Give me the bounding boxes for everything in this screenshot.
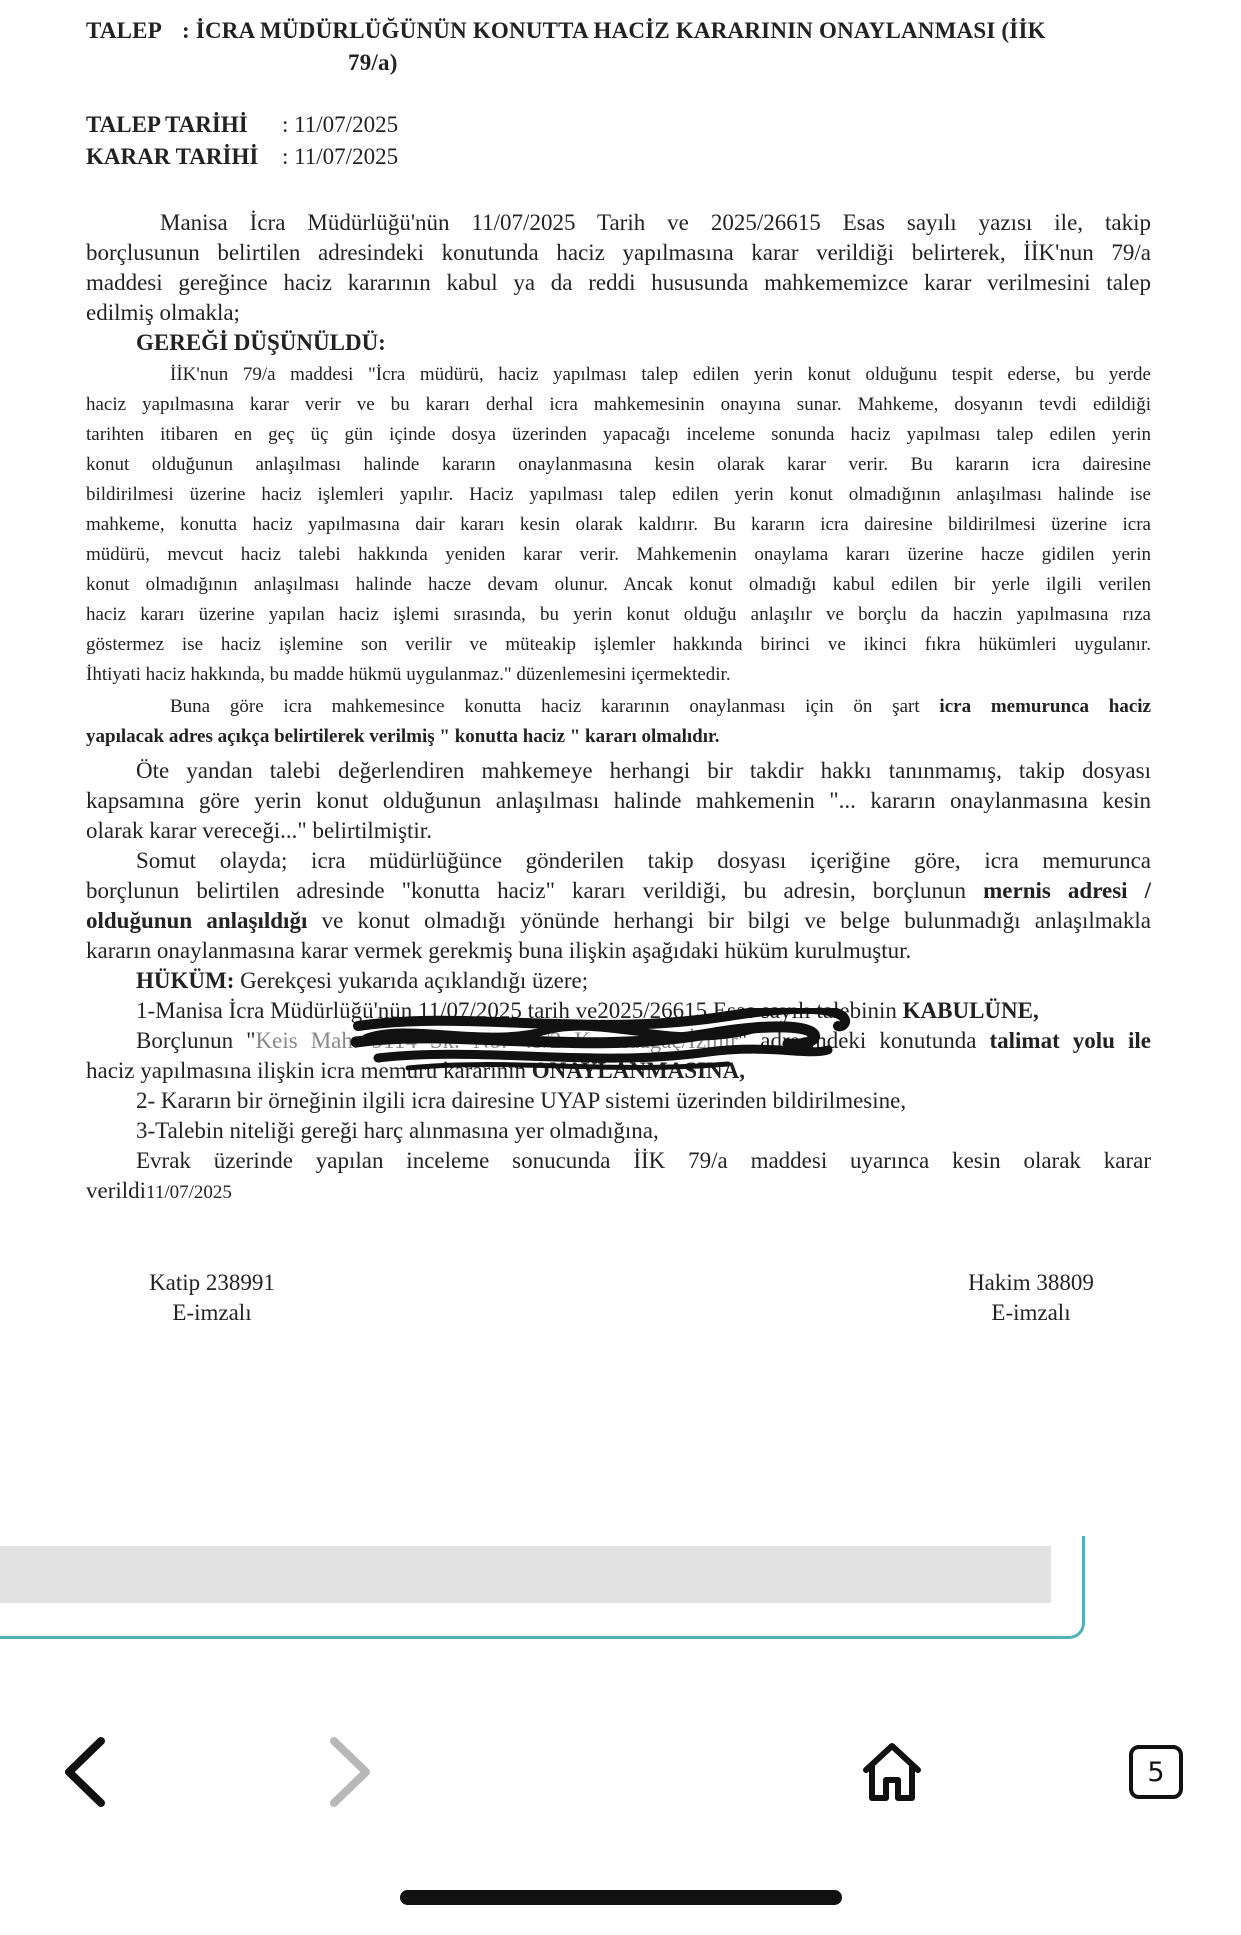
- chevron-right-icon: [328, 1737, 372, 1807]
- hukum-item-2: 2- Kararın bir örneğinin ilgili icra dairesine UYAP sistemi üzerinden bildirilmesine,: [136, 1088, 907, 1113]
- talep-value-cont: 79/a): [348, 50, 398, 75]
- intro-line: borçlusunun belirtilen adresindeki konutunda haciz yapılmasına karar verildiği belirterek, İİK'nun 79/a: [86, 240, 1151, 265]
- forward-button[interactable]: [320, 1732, 380, 1812]
- hakim-esig: E-imzalı: [991, 1300, 1071, 1325]
- hukum-final: Evrak üzerinde yapılan inceleme sonucunda İİK 79/a maddesi uyarınca kesin olarak karar: [136, 1148, 1151, 1173]
- buna-gore-line: [170, 696, 1151, 718]
- hakim-signature: [941, 1270, 1121, 1326]
- ote-yandan-line: Öte yandan talebi değerlendiren mahkemeye herhangi bir takdir hakkı tanınmamış, takip dosyası: [136, 758, 1151, 783]
- buna-gore-bold: icra memurunca haciz: [939, 696, 1151, 717]
- tabs-count: 5: [1129, 1745, 1183, 1799]
- somut-line: Somut olayda; icra müdürlüğünce gönderilen takip dosyası içeriğine göre, icra memurunca: [136, 848, 1151, 873]
- quote-line: İhtiyati haciz hakkında, bu madde hükmü uygulanmaz." düzenlemesini içermektedir.: [86, 664, 731, 685]
- ote-yandan-line: kapsamına göre yerin konut olduğunun anlaşılması halinde mahkemenin "... kararın onaylanmasına kesin: [86, 788, 1151, 813]
- hukum-final-end: [86, 1178, 232, 1204]
- quote-line: bildirilmesi üzerine haciz işlemleri yapılır. Haciz yapılması talep edilen yerin konut olmadığının anlaşılması halinde ise: [86, 484, 1151, 505]
- tabs-button[interactable]: [1126, 1732, 1186, 1812]
- intro-line: edilmiş olmakla;: [86, 300, 240, 325]
- talimat-yolu-text: talimat yolu ile: [989, 1028, 1151, 1053]
- somut-line: [86, 878, 1151, 904]
- somut-text: borçlunun belirtilen adresinde "konutta haciz" kararı verildiği, bu adresin, borçlunun: [86, 878, 967, 903]
- talep-tarihi-value: : 11/07/2025: [282, 112, 399, 137]
- talep-row: [86, 18, 1046, 44]
- katip-label: Katip 238991: [149, 1270, 275, 1295]
- quote-line: haciz kararı üzerine yapılan haciz işlemi sırasında, bu yerin konut olduğu anlaşılır ve borçlu da haczin yapılmasına rıza: [86, 604, 1151, 625]
- karar-tarihi-value: : 11/07/2025: [282, 144, 399, 169]
- intro-line: Manisa İcra Müdürlüğü'nün 11/07/2025 Tarih ve 2025/26615 Esas sayılı yazısı ile, takip: [160, 210, 1151, 235]
- karar-tarihi-row: [86, 144, 398, 170]
- hukum-item-3: 3-Talebin niteliği gereği harç alınmasına yer olmadığına,: [136, 1118, 659, 1143]
- gerekce-heading: GEREĞİ DÜŞÜNÜLDÜ:: [136, 330, 386, 355]
- home-icon: [860, 1740, 924, 1804]
- hukum-item-1-text: 1-Manisa İcra Müdürlüğü'nün 11/07/2025 tarih ve2025/26615 Esas sayılı talebinin: [136, 998, 897, 1023]
- browser-toolbar: [0, 1690, 1241, 1850]
- redacted-address: Keis Mah. 9114 Sk. No: 45/2 Karacaağaç/İzmir: [255, 1028, 738, 1053]
- katip-signature: [122, 1270, 302, 1326]
- document-frame: [0, 1536, 1085, 1639]
- katip-esig: E-imzalı: [172, 1300, 252, 1325]
- quote-line: konut olduğunun anlaşılması halinde kararın onaylanmasına kesin olarak karar verir. Bu kararın icra dairesine: [86, 454, 1151, 475]
- quote-line: mahkeme, konutta haciz yapılmasına dair kararı kesin olarak kaldırır. Bu kararın icra dairesine bildirilmesi üzerine icra: [86, 514, 1151, 535]
- final-date: 11/07/2025: [146, 1182, 232, 1203]
- quote-line: konut olmadığının anlaşılması halinde hacze devam olunur. Ancak konut olmadığı kabul edilen bir yerle ilgili verilen: [86, 574, 1151, 595]
- intro-line: maddesi gereğince haciz kararının kabul ya da reddi hususunda mahkememizce karar verilmesini talep: [86, 270, 1151, 295]
- talep-tarihi-row: [86, 112, 398, 138]
- buna-gore-line2: yapılacak adres açıkça belirtilerek verilmiş " konutta haciz " kararı olmalıdır.: [86, 726, 720, 747]
- borclunun-text: Borçlunun ": [136, 1028, 256, 1053]
- verildi-text: verildi: [86, 1178, 147, 1203]
- back-button[interactable]: [55, 1732, 115, 1812]
- onaylanmasina-text: ONAYLANMASINA,: [531, 1058, 745, 1083]
- quote-line: müdürü, mevcut haciz talebi hakkında yeniden karar verir. Mahkemenin onaylama kararı üzerine hacze gidilen yerin: [86, 544, 1151, 565]
- quote-line: göstermez ise haciz işlemine son verilir ve müteakip işlemler hakkında birinci ve ikinci fıkra hükümleri uygulanır.: [86, 634, 1151, 655]
- hukum-item-1-cont: haciz yapılmasına ilişkin icra memuru kararının: [86, 1058, 527, 1083]
- somut-text: ve konut olmadığı yönünde herhangi bir bilgi ve belge bulunmadığı anlaşılmakla: [321, 908, 1151, 933]
- buna-gore-text: Buna göre icra mahkemesince konutta haciz kararının onaylanması için ön şart: [170, 696, 920, 717]
- quote-line: haciz yapılmasına karar verir ve bu kararı derhal icra mahkemesinin onayına sunar. Mahkeme, dosyanın tevdi edildiği: [86, 394, 1151, 415]
- quote-line: tarihten itibaren en geç üç gün içinde dosya üzerinden yapacağı inceleme sonunda haciz yapılması talep edilen yerin: [86, 424, 1151, 445]
- hukum-row: [136, 968, 588, 994]
- home-button[interactable]: [852, 1732, 932, 1812]
- hakim-label: Hakim 38809: [968, 1270, 1094, 1295]
- kabulune-text: KABULÜNE,: [902, 998, 1039, 1023]
- ote-yandan-line: olarak karar vereceği..." belirtilmiştir.: [86, 818, 432, 843]
- hukum-label: HÜKÜM:: [136, 968, 235, 993]
- redaction-scribble: [348, 1008, 868, 1078]
- somut-bold: mernis adresi /: [983, 878, 1152, 903]
- home-indicator: [400, 1890, 842, 1905]
- somut-line: kararın onaylanmasına karar vermek gerekmiş buna ilişkin aşağıdaki hüküm kurulmuştur.: [86, 938, 912, 963]
- talep-label: TALEP: [86, 18, 162, 43]
- talep-tarihi-label: TALEP TARİHİ: [86, 112, 248, 137]
- adresindeki-text: " adresindeki konutunda: [737, 1028, 977, 1053]
- somut-bold: olduğunun anlaşıldığı: [86, 908, 308, 933]
- somut-line: [86, 908, 1151, 934]
- hukum-text: Gerekçesi yukarıda açıklandığı üzere;: [240, 968, 589, 993]
- chevron-left-icon: [63, 1737, 107, 1807]
- talep-value: : İCRA MÜDÜRLÜĞÜNÜN KONUTTA HACİZ KARARININ ONAYLANMASI (İİK: [181, 18, 1046, 43]
- karar-tarihi-label: KARAR TARİHİ: [86, 144, 259, 169]
- quote-line: İİK'nun 79/a maddesi "İcra müdürü, haciz yapılması talep edilen yerin konut olduğunu tespit ederse, bu yerde: [170, 364, 1151, 385]
